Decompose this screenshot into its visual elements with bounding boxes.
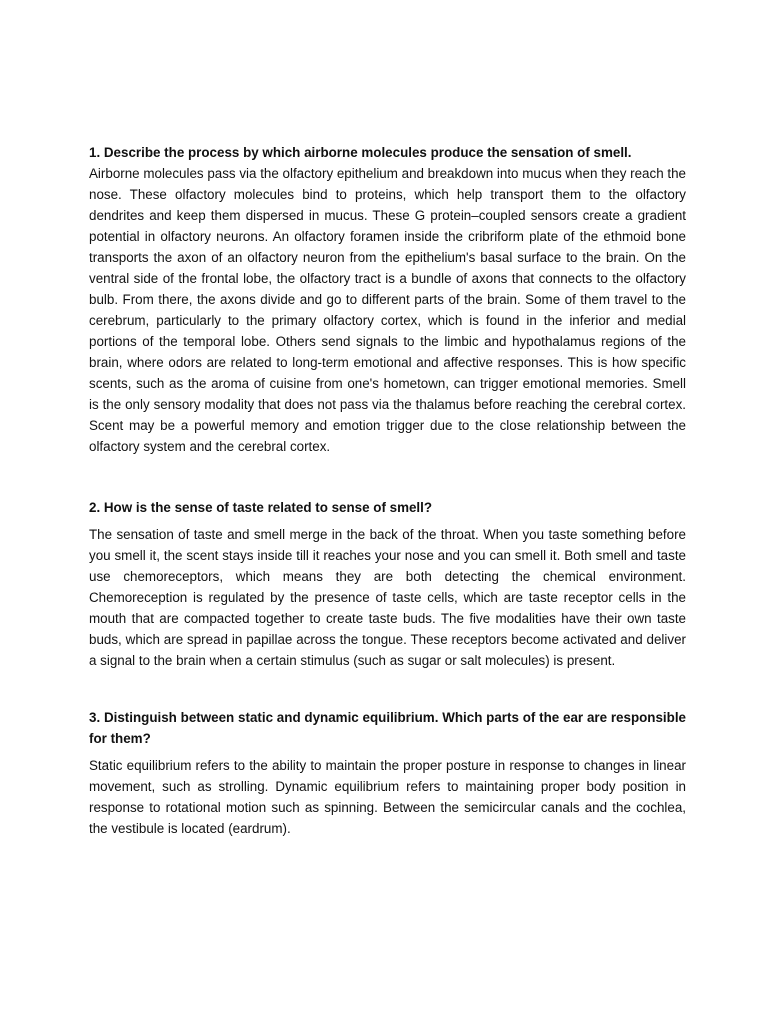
- answer-2-paragraph: The sensation of taste and smell merge in the back of the throat. When you taste something before you smell it, the scent stays inside till it reaches your nose and you can smell it. Both smell and taste use chemoreceptors, which means they are both detecting the chemical environment. Chemoreception is regulated by the presence of taste cells, which are taste receptor cells in the mouth that are compacted together to create taste buds. The five modalities have their own taste buds, which are spread in papillae across the tongue. These receptors become activated and deliver a signal to the brain when a certain stimulus (such as sugar or salt molecules) is present.: [89, 527, 686, 668]
- document-page: [89, 142, 686, 839]
- question-1-heading: 1. Describe the process by which airborne molecules produce the sensation of smell.: [89, 145, 632, 160]
- question-3-heading: 3. Distinguish between static and dynamic equilibrium. Which parts of the ear are responsible for them?: [89, 710, 686, 746]
- answer-3-paragraph: Static equilibrium refers to the ability to maintain the proper posture in response to changes in linear movement, such as strolling. Dynamic equilibrium refers to maintaining proper body position in response to rotational motion such as spinning. Between the semicircular canals and the cochlea, the vestibule is located (eardrum).: [89, 758, 686, 836]
- question-2-heading: 2. How is the sense of taste related to sense of smell?: [89, 500, 433, 515]
- answer-1-paragraph: Airborne molecules pass via the olfactory epithelium and breakdown into mucus when they reach the nose. These olfactory molecules bind to proteins, which help transport them to the olfactory dendrites and keep them dispersed in mucus. These G protein–coupled sensors create a gradient potential in olfactory neurons. An olfactory foramen inside the cribriform plate of the ethmoid bone transports the axon of an olfactory neuron from the epithelium's basal surface to the brain. On the ventral side of the frontal lobe, the olfactory tract is a bundle of axons that connects to the olfactory bulb. From there, the axons divide and go to different parts of the brain. Some of them travel to the cerebrum, particularly to the primary olfactory cortex, which is found in the inferior and medial portions of the temporal lobe. Others send signals to the limbic and hypothalamus regions of the brain, where odors are related to long-term emotional and affective responses. This is how specific scents, such as the aroma of cuisine from one's hometown, can trigger emotional memories. Smell is the only sensory modality that does not pass via the thalamus before reaching the cerebral cortex. Scent may be a powerful memory and emotion trigger due to the close relationship between the olfactory system and the cerebral cortex.: [89, 166, 686, 454]
